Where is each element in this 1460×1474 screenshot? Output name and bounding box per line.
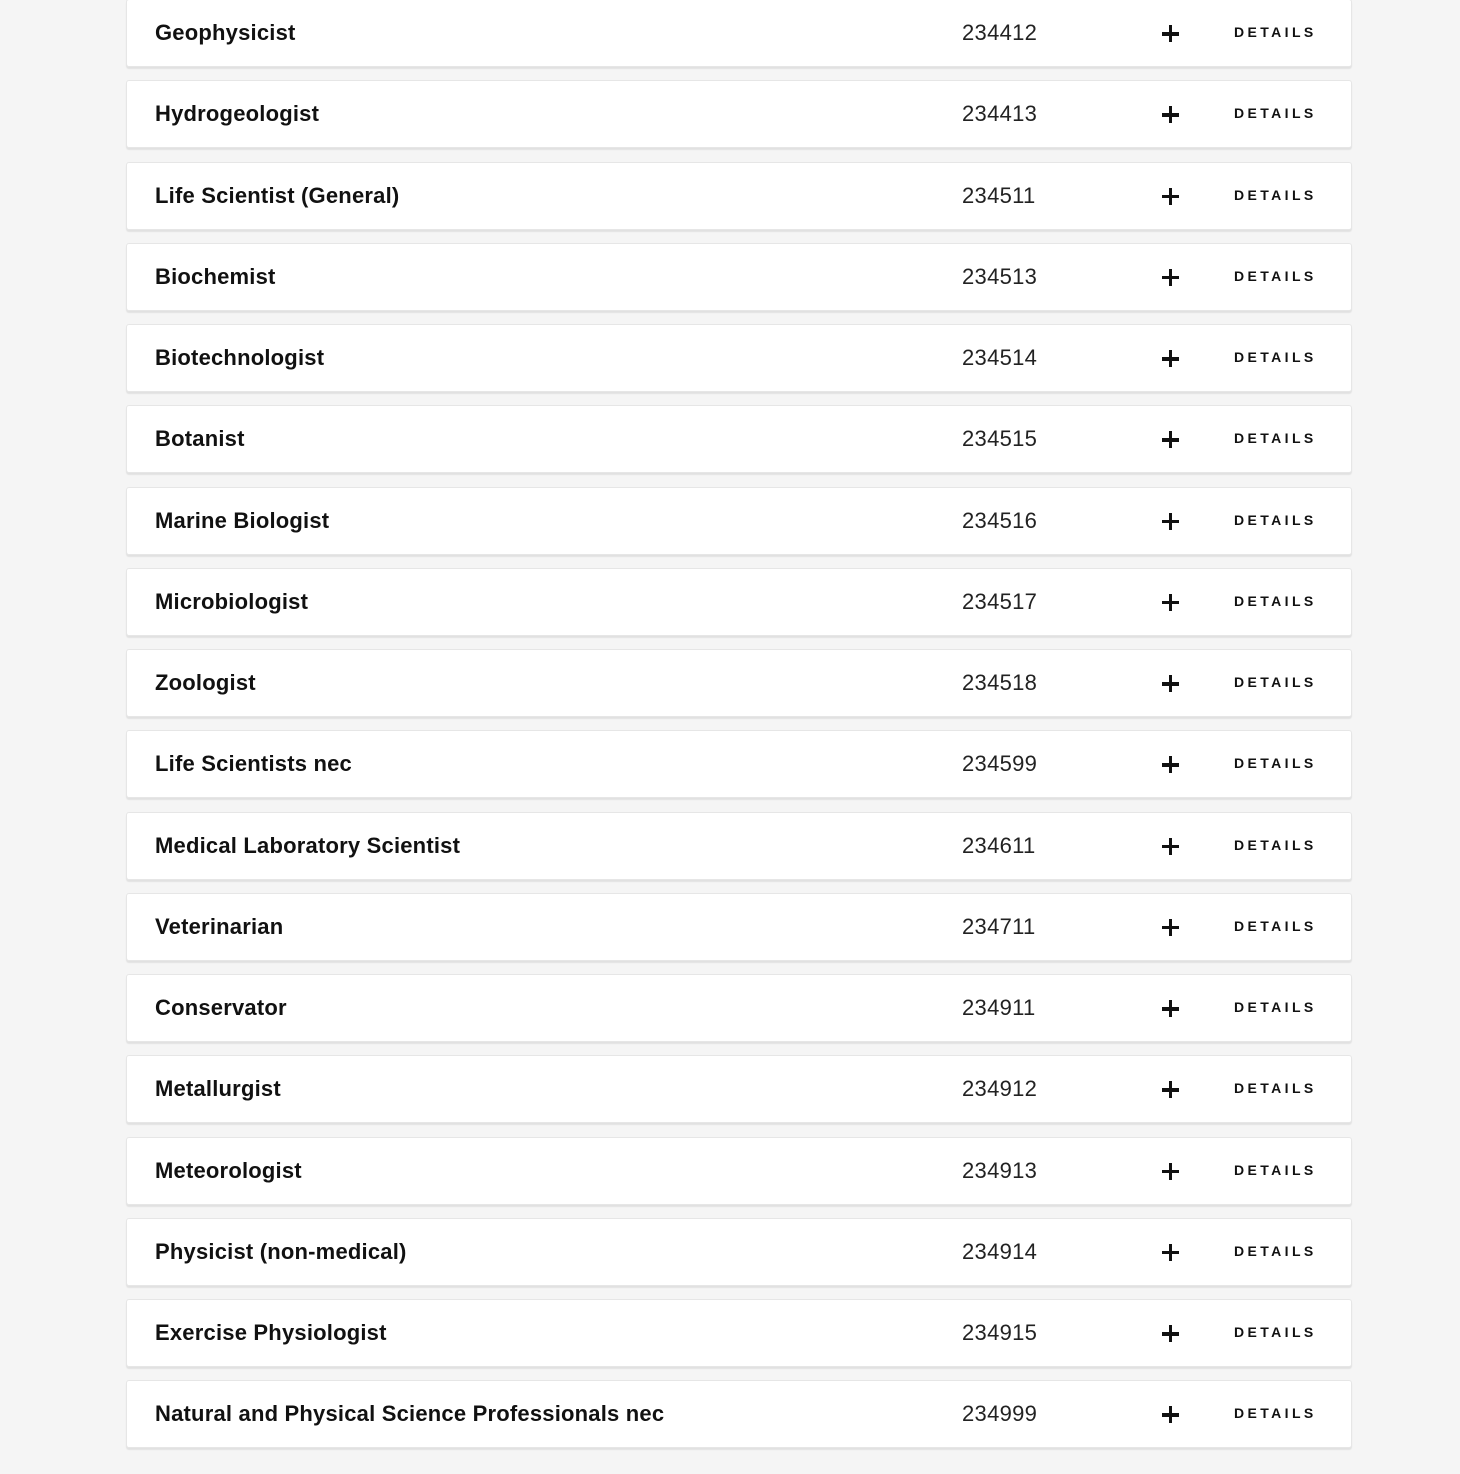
details-button[interactable]: DETAILS xyxy=(1234,186,1317,203)
occupation-row xyxy=(126,324,1352,392)
details-button[interactable]: DETAILS xyxy=(1234,1161,1317,1178)
occupation-row xyxy=(126,1055,1352,1123)
occupation-name: Hydrogeologist xyxy=(155,101,320,127)
occupation-code: 234518 xyxy=(962,670,1038,695)
add-plus-icon[interactable] xyxy=(1159,1160,1183,1184)
details-button[interactable]: DETAILS xyxy=(1234,349,1317,365)
occupation-row xyxy=(126,243,1352,311)
occupation-code: 234412 xyxy=(962,20,1038,45)
details-button[interactable]: DETAILS xyxy=(1234,105,1317,122)
occupation-row xyxy=(126,893,1352,961)
add-plus-icon[interactable] xyxy=(1159,185,1183,209)
occupation-row xyxy=(126,649,1352,717)
details-button[interactable]: DETAILS xyxy=(1234,1242,1317,1259)
occupation-name: Biochemist xyxy=(155,263,276,289)
details-button[interactable]: DETAILS xyxy=(1234,1405,1317,1422)
add-plus-icon[interactable] xyxy=(1159,835,1183,859)
occupation-row xyxy=(126,1218,1352,1286)
add-plus-icon[interactable] xyxy=(1159,1403,1183,1427)
occupation-row xyxy=(126,1380,1352,1448)
occupation-row xyxy=(126,1299,1352,1367)
occupation-code: 234915 xyxy=(962,1320,1038,1345)
occupation-name: Botanist xyxy=(155,426,245,452)
add-plus-icon[interactable] xyxy=(1159,997,1183,1021)
occupation-name: Zoologist xyxy=(155,670,256,695)
occupation-row xyxy=(126,1137,1352,1205)
occupation-name: Physicist (non-medical) xyxy=(155,1238,407,1264)
details-button[interactable]: DETAILS xyxy=(1234,836,1317,853)
details-button[interactable]: DETAILS xyxy=(1234,24,1317,40)
details-button[interactable]: DETAILS xyxy=(1234,592,1317,609)
occupation-name: Microbiologist xyxy=(155,588,309,614)
occupation-row xyxy=(126,812,1352,880)
occupation-name: Life Scientists nec xyxy=(155,751,352,777)
occupation-row xyxy=(126,487,1352,555)
occupation-code: 234711 xyxy=(962,913,1036,939)
occupation-name: Life Scientist (General) xyxy=(155,182,400,208)
occupation-code: 234514 xyxy=(962,345,1038,370)
occupation-name: Natural and Physical Science Professionals nec xyxy=(155,1401,665,1427)
occupation-code: 234517 xyxy=(962,588,1038,614)
add-plus-icon[interactable] xyxy=(1159,672,1183,696)
occupation-row xyxy=(126,568,1352,636)
details-button[interactable]: DETAILS xyxy=(1234,917,1317,934)
add-plus-icon[interactable] xyxy=(1159,510,1183,534)
occupation-list xyxy=(126,0,1352,1462)
details-button[interactable]: DETAILS xyxy=(1234,1080,1317,1097)
add-plus-icon[interactable] xyxy=(1159,428,1183,452)
add-plus-icon[interactable] xyxy=(1159,591,1183,615)
occupation-code: 234511 xyxy=(962,182,1036,208)
add-plus-icon[interactable] xyxy=(1159,347,1183,371)
occupation-name: Meteorologist xyxy=(155,1157,302,1183)
occupation-code: 234611 xyxy=(962,832,1036,858)
add-plus-icon[interactable] xyxy=(1159,22,1183,46)
add-plus-icon[interactable] xyxy=(1159,1322,1183,1346)
details-button[interactable]: DETAILS xyxy=(1234,674,1317,690)
occupation-row xyxy=(126,162,1352,230)
occupation-name: Conservator xyxy=(155,995,287,1020)
occupation-row xyxy=(126,974,1352,1042)
add-plus-icon[interactable] xyxy=(1159,916,1183,940)
occupation-name: Marine Biologist xyxy=(155,507,330,533)
add-plus-icon[interactable] xyxy=(1159,266,1183,290)
occupation-code: 234999 xyxy=(962,1401,1038,1427)
occupation-name: Exercise Physiologist xyxy=(155,1320,387,1345)
occupation-code: 234912 xyxy=(962,1076,1038,1102)
occupation-code: 234599 xyxy=(962,751,1038,777)
occupation-row xyxy=(126,730,1352,798)
occupation-row xyxy=(126,0,1352,67)
add-plus-icon[interactable] xyxy=(1159,1078,1183,1102)
occupation-code: 234516 xyxy=(962,507,1038,533)
occupation-code: 234513 xyxy=(962,263,1038,289)
add-plus-icon[interactable] xyxy=(1159,1241,1183,1265)
occupation-row xyxy=(126,80,1352,148)
add-plus-icon[interactable] xyxy=(1159,103,1183,127)
details-button[interactable]: DETAILS xyxy=(1234,511,1317,528)
occupation-code: 234911 xyxy=(962,995,1036,1020)
occupation-code: 234515 xyxy=(962,426,1038,452)
occupation-code: 234914 xyxy=(962,1238,1038,1264)
occupation-code: 234913 xyxy=(962,1157,1038,1183)
occupation-name: Biotechnologist xyxy=(155,345,325,370)
details-button[interactable]: DETAILS xyxy=(1234,755,1317,772)
occupation-row xyxy=(126,405,1352,473)
occupation-name: Veterinarian xyxy=(155,913,284,939)
details-button[interactable]: DETAILS xyxy=(1234,999,1317,1015)
add-plus-icon[interactable] xyxy=(1159,753,1183,777)
occupation-code: 234413 xyxy=(962,101,1038,127)
occupation-name: Geophysicist xyxy=(155,20,296,45)
details-button[interactable]: DETAILS xyxy=(1234,1324,1317,1340)
occupation-name: Medical Laboratory Scientist xyxy=(155,832,461,858)
details-button[interactable]: DETAILS xyxy=(1234,430,1317,447)
occupation-name: Metallurgist xyxy=(155,1076,281,1102)
details-button[interactable]: DETAILS xyxy=(1234,267,1317,284)
